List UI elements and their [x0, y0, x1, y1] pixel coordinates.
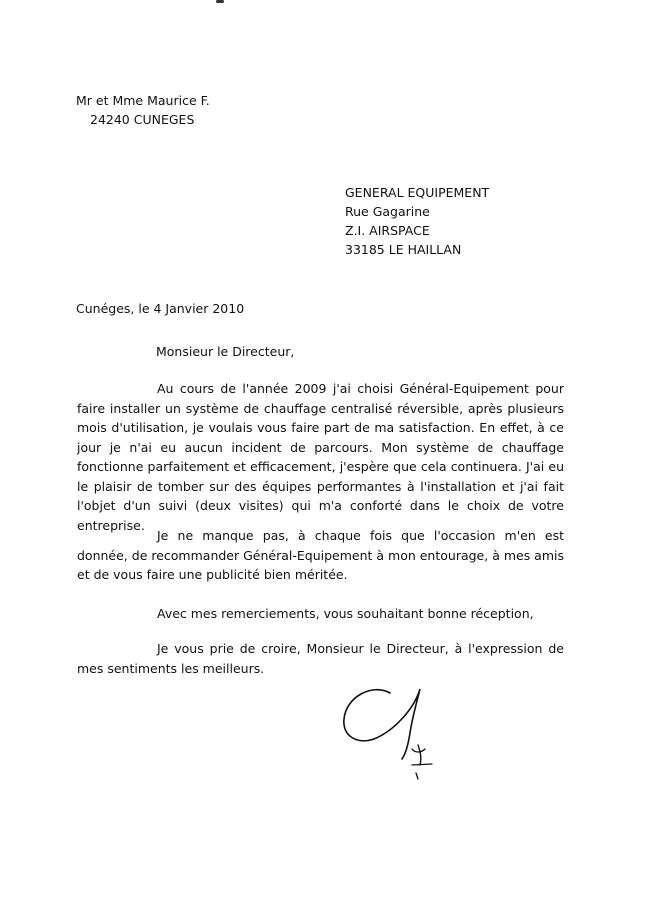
recipient-company: GENERAL EQUIPEMENT: [345, 185, 490, 200]
sender-block: [76, 93, 210, 131]
sender-name: Mr et Mme Maurice F.: [76, 93, 210, 108]
paragraph-text: Avec mes remerciements, vous souhaitant bonne réception,: [157, 606, 534, 621]
letter-date: Cunéges, le 4 Janvier 2010: [76, 301, 245, 316]
paragraph-text: Au cours de l'année 2009 j'ai choisi Général-Equipement pour faire installer un système de chauffage centralisé réversible, après plusieurs mois d'utilisation, je voulais vous faire part de ma satisfaction. En effet, à ce jour je n'ai eu aucun incident de parcours. Mon système de chauffage fonctionne parfaitement et efficacement, j'espère que cela continuera. J'ai eu le plaisir de tomber sur des équipes performantes à l'installation et j'ai fait l'objet d'un suivi (deux visites) qui m'a conforté dans le choix de votre entreprise.: [77, 381, 564, 533]
paragraph-text: Je ne manque pas, à chaque fois que l'occasion m'en est donnée, de recommander Général-Equipement à mon entourage, à mes amis et de vous faire une publicité bien méritée.: [77, 528, 565, 582]
recipient-street: Rue Gagarine: [345, 204, 430, 219]
recipient-city: 33185 LE HAILLAN: [345, 242, 462, 257]
sender-city: 24240 CUNEGES: [90, 112, 195, 127]
recipient-block: [345, 185, 489, 261]
salutation: Monsieur le Directeur,: [156, 344, 295, 359]
recipient-zone: Z.I. AIRSPACE: [345, 223, 430, 238]
paragraph-satisfaction: [77, 379, 564, 535]
paragraph-recommendation: [77, 526, 564, 585]
handwritten-signature: [332, 675, 442, 785]
paragraph-thanks: [77, 604, 564, 624]
paragraph-text: Je vous prie de croire, Monsieur le Directeur, à l'expression de mes sentiments les meilleurs.: [77, 641, 564, 676]
scan-mark: [216, 0, 224, 3]
paragraph-closing: [77, 639, 564, 678]
